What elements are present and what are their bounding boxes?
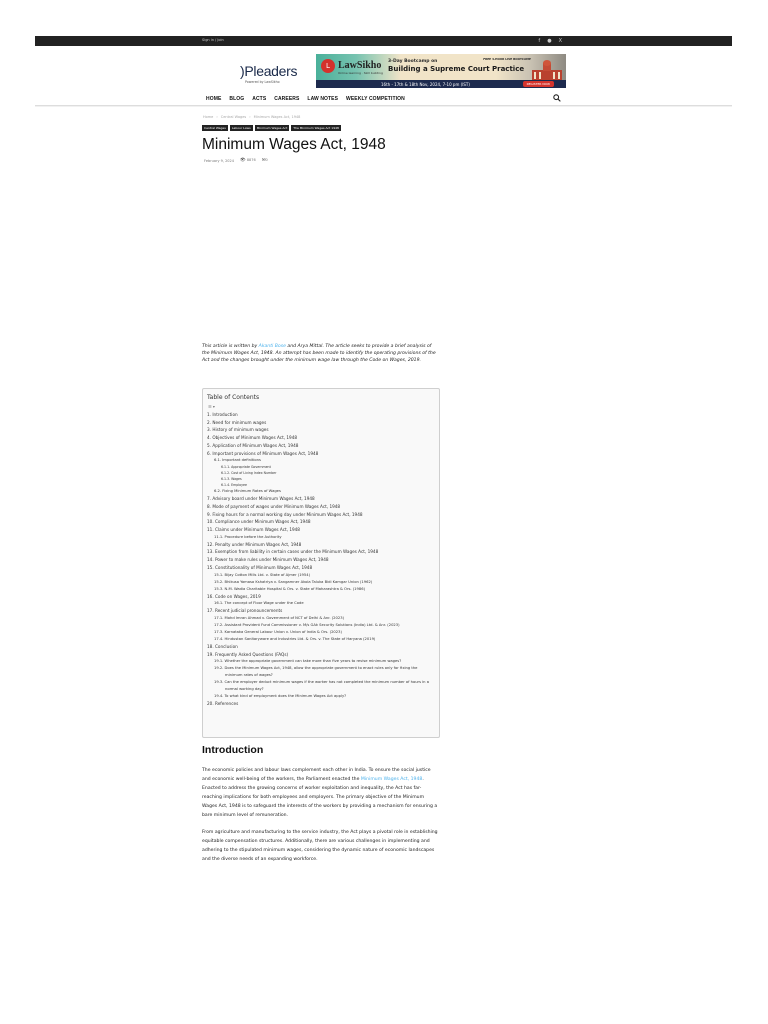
author-link[interactable]: Akanti Bose [258, 344, 286, 349]
toc-item[interactable]: 6.1.2. Cost of Living Index Number [221, 471, 277, 476]
banner-headline: Building a Supreme Court Practice [388, 65, 525, 73]
table-of-contents [202, 388, 440, 738]
toc-item[interactable]: 17.1. Mohd Imran Ahmad v. Government of NCT of Delhi & Anr. (2023) [214, 615, 345, 620]
ad-banner[interactable] [316, 54, 566, 88]
intro-paragraph-2: From agriculture and manufacturing to the service industry, the Act plays a pivotal role in establishing equitable compensation structures. Additionally, there are various challenges in implementing and adhering to the stipulated minimum wages, considering the dynamic nature of economic landscapes and the diverse needs of an expanding workforce. [202, 830, 438, 862]
toc-item[interactable]: 2. Need for minimum wages [207, 419, 267, 425]
nav-divider-shadow [35, 106, 732, 107]
toc-item[interactable]: 6.1.3. Wages [221, 477, 242, 482]
banner-brand-sub: Online learning · Skill building [338, 71, 383, 75]
court-building-icon [528, 60, 566, 82]
logo-powered-by: Powered by LawSikho [245, 80, 280, 84]
social-links [538, 37, 562, 45]
breadcrumb-separator-icon: › [216, 115, 218, 119]
category-tag[interactable]: Labour Laws [231, 126, 251, 130]
author-note [202, 343, 438, 365]
toc-item[interactable]: 6.2. Fixing Minimum Rates of Wages [214, 489, 281, 494]
banner-date: 16th - 17th & 18th Nov, 2024, 7-10 pm (IST) [381, 81, 470, 87]
lawsikho-logo-icon: L [321, 59, 335, 73]
toc-item[interactable]: 6.1. Important definitions [214, 458, 261, 463]
toc-toggle-icon[interactable]: ☰ ▾ [208, 404, 215, 409]
post-date: February 9, 2024 [204, 158, 234, 163]
register-now-button[interactable]: REGISTER NOW [523, 81, 554, 87]
comments-value: 0 [265, 158, 268, 162]
minimum-wages-act-link[interactable]: Minimum Wages Act, 1948 [360, 777, 423, 782]
toc-item[interactable]: 19.3. Can the employer deduct minimum wages if the worker has not completed the minimum number of hours in a normal working day? [214, 680, 429, 692]
nav-acts[interactable]: ACTS [252, 96, 267, 102]
nav-home[interactable]: HOME [206, 96, 222, 102]
views-count [240, 158, 256, 163]
toc-item[interactable]: 9. Fixing hours for a normal working day under Minimum Wages Act, 1948 [207, 511, 363, 517]
toc-item[interactable]: 13. Exemption from liability in certain cases under the Minimum Wages Act, 1948 [207, 549, 379, 555]
toc-item[interactable]: 19. Frequently Asked Questions (FAQs) [207, 651, 289, 657]
toc-item[interactable]: 19.1. Whether the appropriate government can take more than five years to revise minimum wages? [214, 659, 402, 664]
category-tag[interactable]: Central Wages [204, 126, 226, 130]
article-meta [204, 158, 268, 163]
author-note-lead: This article is written by [202, 344, 259, 349]
toc-item[interactable]: 16. Code on Wages, 2019 [207, 593, 261, 599]
views-value: 8876 [246, 158, 256, 162]
toc-item[interactable]: 18. Conclusion [207, 643, 238, 649]
toc-item[interactable]: 17.3. Karnataka General Labour Union v. Union of India & Ors. (2023) [214, 629, 342, 634]
main-nav [206, 96, 405, 102]
banner-tag: FREE 4-HOUR LIVE BOOTCAMP [483, 57, 531, 61]
category-tag[interactable]: Minimum Wages Act [256, 126, 288, 130]
breadcrumb-category[interactable]: Central Wages [220, 115, 247, 119]
eye-icon: 👁 [239, 158, 246, 163]
toc-item[interactable]: 6. Important provisions of Minimum Wages Act, 1948 [207, 450, 319, 456]
comments-count[interactable] [262, 158, 268, 163]
site-logo[interactable] [229, 57, 298, 87]
toc-item[interactable]: 12. Penalty under Minimum Wages Act, 1948 [207, 541, 302, 547]
facebook-icon[interactable]: f [538, 38, 541, 44]
toc-item[interactable]: 8. Mode of payment of wages under Minimum Wages Act, 1948 [207, 503, 341, 509]
toc-item[interactable]: 10. Compliance under Minimum Wages Act, 1948 [207, 519, 311, 525]
intro-paragraph-1 [202, 766, 440, 820]
toc-item[interactable]: 3. History of minimum wages [207, 427, 269, 433]
breadcrumb-home[interactable]: Home [203, 115, 214, 119]
toc-item[interactable]: 15.3. N.M. Wadia Charitable Hospital & Ors. v. State of Maharashtra & Ors. (1986) [214, 586, 366, 591]
sign-in-link[interactable]: Sign in / Join [202, 38, 224, 42]
category-tags [202, 125, 341, 131]
toc-item[interactable]: 15.1. Bijay Cotton Mills Ltd. v. State of Ajmer (1954) [214, 572, 311, 577]
x-icon[interactable]: X [558, 38, 562, 44]
toc-item[interactable]: 17.2. Assistant Provident Fund Commissioner v. M/s GAk Security Solutions (India) Ltd. & Anr. (2023) [214, 622, 400, 627]
breadcrumb-separator-icon: › [249, 115, 251, 119]
toc-item[interactable]: 15.2. Bhikusa Yamasa Kshatriya v. Sangamner Akola Taluka Bidi Kamgar Union (1962) [214, 579, 373, 584]
breadcrumb [203, 115, 300, 119]
search-icon[interactable] [553, 94, 561, 102]
intro-p1-rest: . Enacted to address the growing concerns of worker exploitation and inequality, the Act has far-reaching implications for both employees and employers. The primary objective of the Minimum Wages Act, 1948 is to safeguard the interests of the workers by providing a mechanism for ensuring a bare minimum level of remuneration. [202, 777, 438, 818]
top-bar [35, 36, 732, 46]
banner-kicker: 3-Day Bootcamp on [388, 59, 438, 64]
intro-p1-lead: The economic policies and labour laws complement each other in India. To ensure the social justice and economic well-being of the workers, the Parliament enacted the [202, 768, 431, 782]
toc-item[interactable]: 17. Recent judicial pronouncements [207, 608, 283, 614]
nav-law-notes[interactable]: LAW NOTES [307, 96, 339, 102]
nav-weekly-competition[interactable]: WEEKLY COMPETITION [346, 96, 405, 102]
toc-item[interactable]: 19.4. To what kind of employment does the Minimum Wages Act apply? [214, 694, 347, 699]
toc-item[interactable]: 14. Power to make rules under Minimum Wages Act, 1948 [207, 557, 329, 563]
toc-item[interactable]: 6.1.4. Employee [221, 483, 247, 488]
toc-list [207, 411, 435, 708]
nav-careers[interactable]: CAREERS [274, 96, 300, 102]
category-tag[interactable]: The Minimum Wages Act 1948 [293, 126, 339, 130]
toc-item[interactable]: 11. Claims under Minimum Wages Act, 1948 [207, 527, 300, 533]
breadcrumb-current: Minimum Wages Act, 1948 [253, 115, 301, 119]
section-heading-introduction: Introduction [202, 744, 264, 756]
toc-item[interactable]: 16.1. The concept of Floor Wage under the Code [214, 601, 304, 606]
toc-item[interactable]: 4. Objectives of Minimum Wages Act, 1948 [207, 435, 298, 441]
logo-wordmark: )Pleaders [240, 63, 298, 79]
nav-blog[interactable]: BLOG [229, 96, 245, 102]
toc-item[interactable]: 15. Constitutionality of Minimum Wages Act, 1948 [207, 564, 313, 570]
page-title: Minimum Wages Act, 1948 [202, 136, 386, 153]
toc-item[interactable]: 6.1.1. Appropriate Government [221, 465, 271, 470]
author-note-rest: and Arya Mittal. The article seeks to provide a brief analysis of the Minimum Wages Act, 1948. An attempt has been made to identify the operating provisions of the Act and the changes brought under the minimum wage law through the Code on Wages, 2019. [202, 344, 436, 364]
toc-item[interactable]: 17.4. Hindustan Sanitaryware and Industries Ltd. & Ors. v. The State of Haryana (2019) [214, 636, 376, 641]
toc-item[interactable]: 11.1. Procedure before the Authority [214, 534, 282, 539]
rss-icon[interactable]: ● [547, 38, 552, 44]
toc-item[interactable]: 5. Application of Minimum Wages Act, 1948 [207, 442, 299, 448]
toc-item[interactable]: 7. Advisory board under Minimum Wages Act, 1948 [207, 496, 315, 502]
toc-item[interactable]: 20. References [207, 701, 239, 707]
comment-icon: ✉ [261, 158, 266, 163]
banner-brand: LawSikho [338, 60, 382, 71]
toc-item[interactable]: 1. Introduction [207, 412, 238, 417]
toc-title: Table of Contents [207, 394, 260, 401]
toc-item[interactable]: 19.2. Does the Minimum Wages Act, 1948, allow the appropriate government to enact rules only for fixing the minimum rates of wages? [214, 666, 418, 678]
